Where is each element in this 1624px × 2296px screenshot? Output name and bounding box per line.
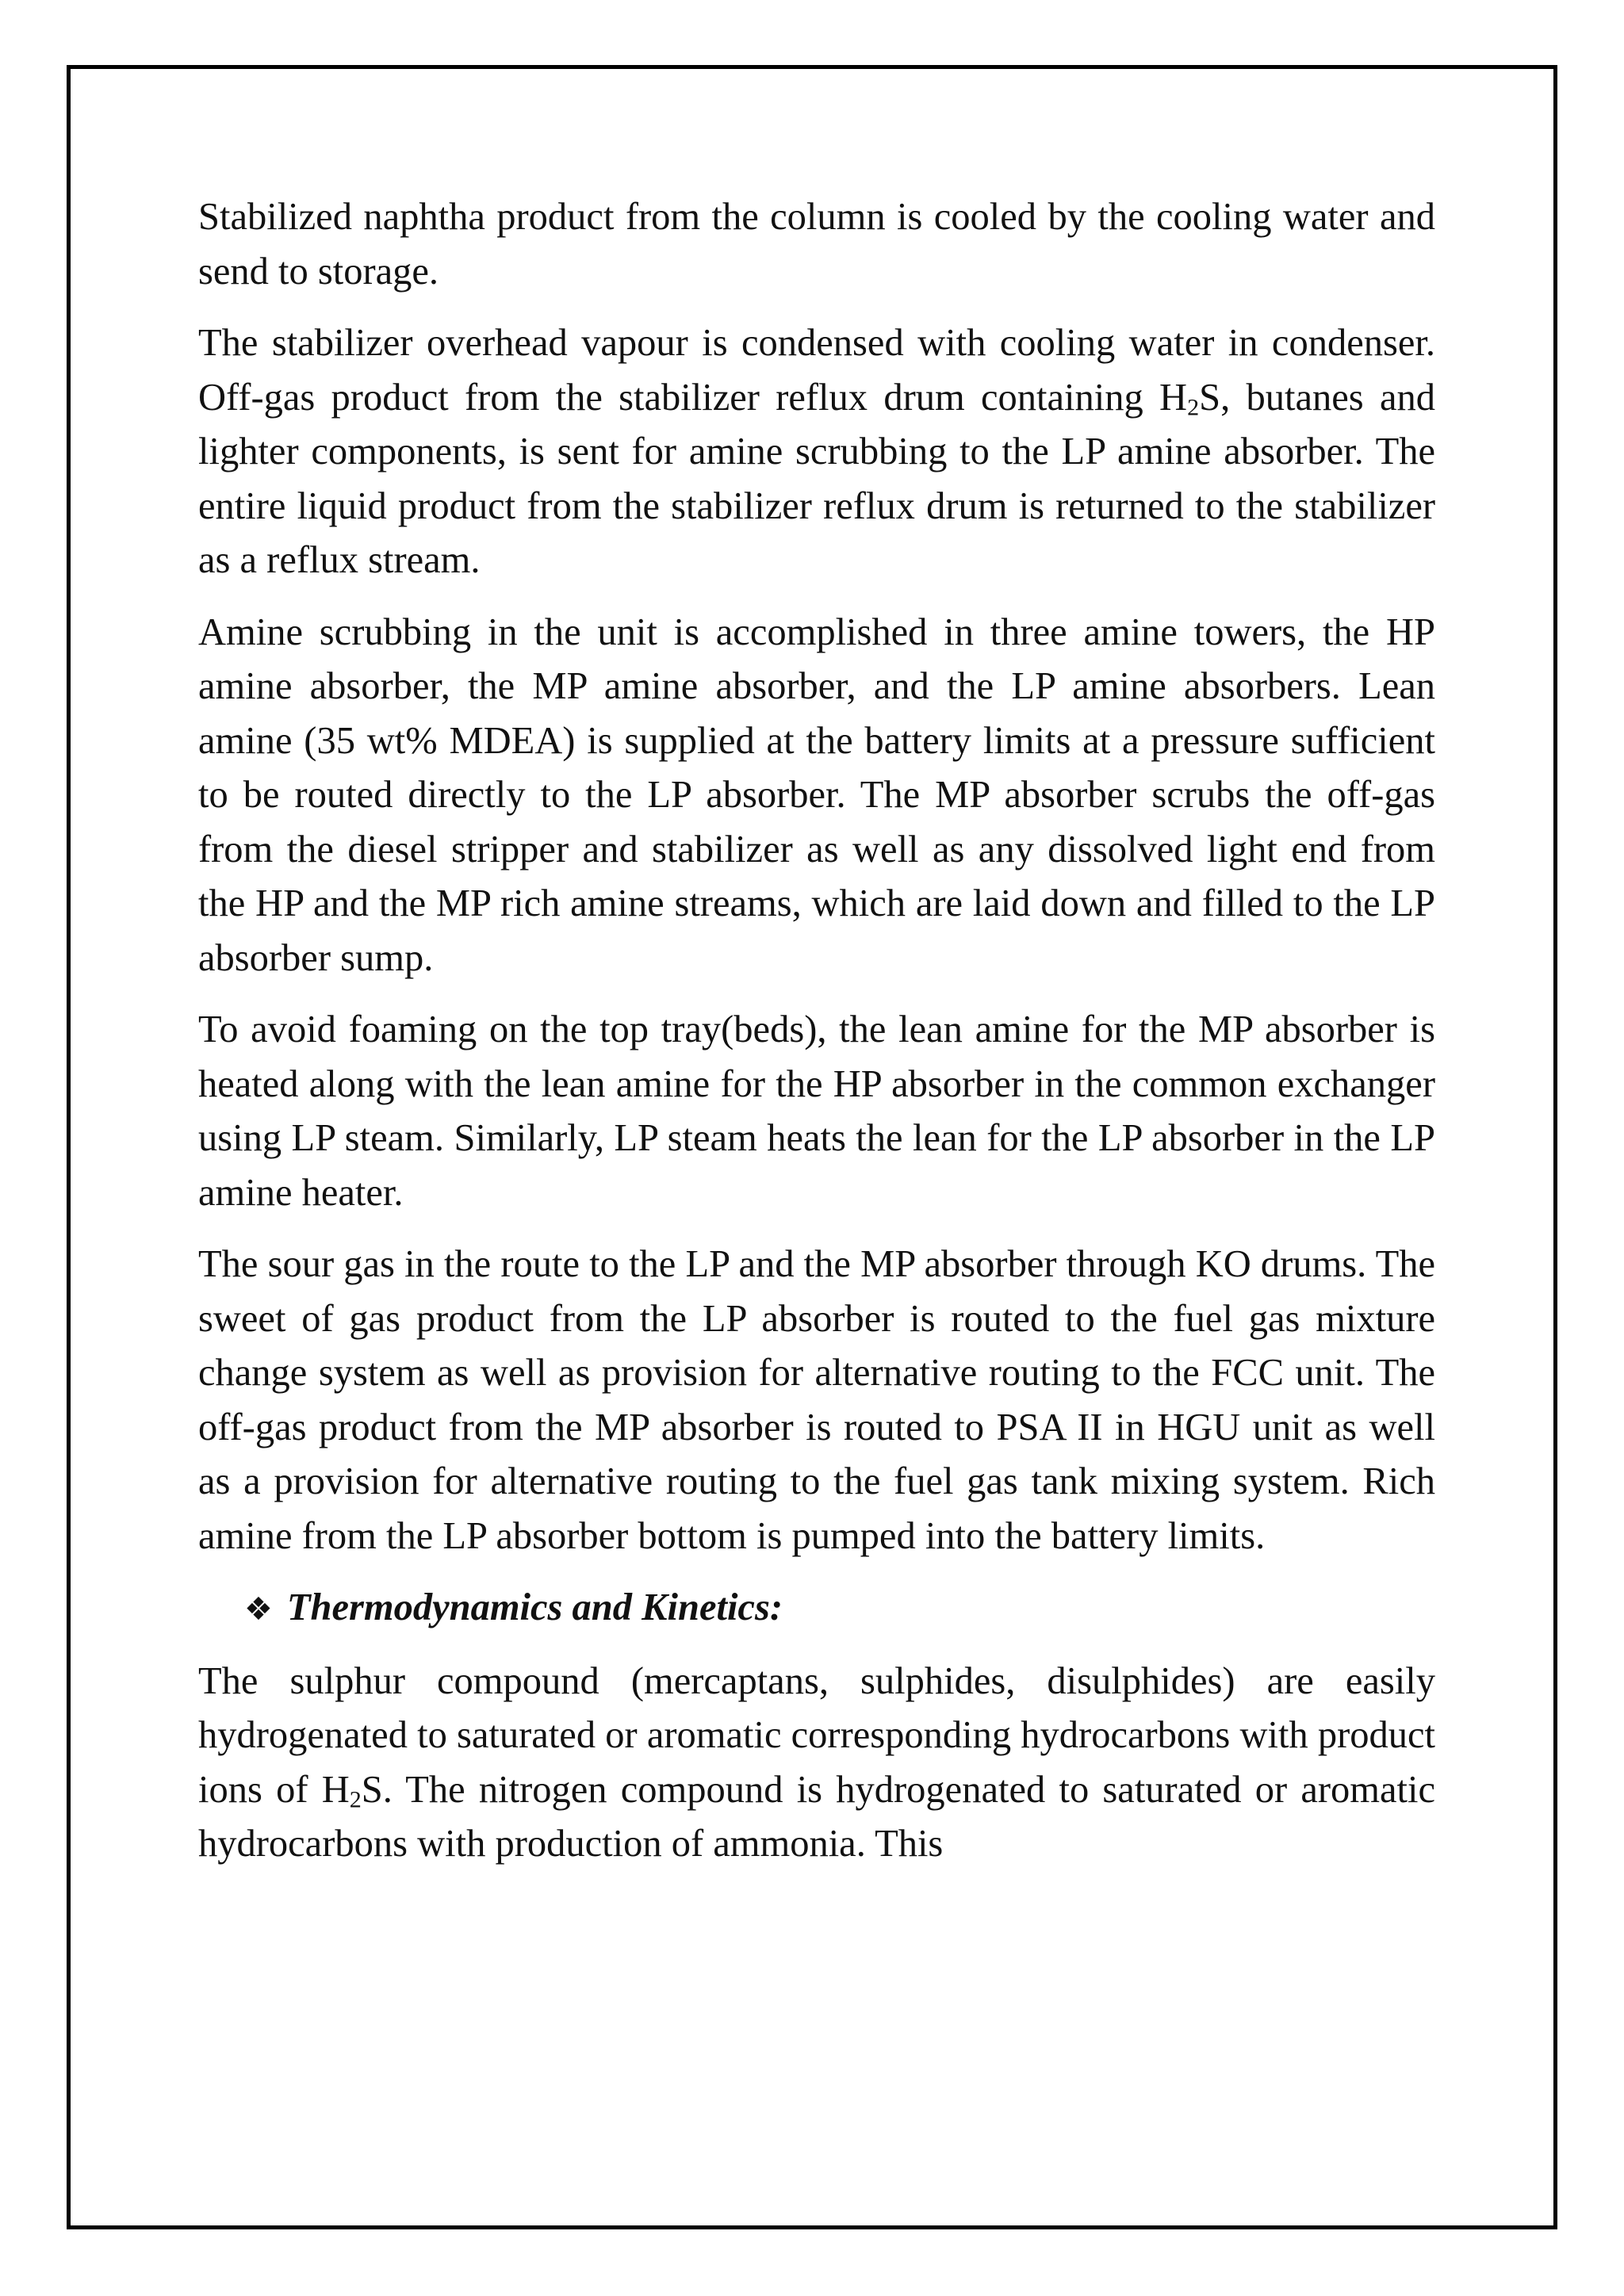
paragraph-text: The sulphur compound (mercaptans, sulphides, disulphides) are easily hydrogenated to saturated or aromatic corresponding hydrocarbons with product ions of H: [198, 1659, 1435, 1811]
paragraph-text: The sour gas in the route to the LP and the MP absorber through KO drums. The sweet of gas product from the LP absorber is routed to the fuel gas mixture change system as well as provision for alternative routing to the FCC unit. The off-gas product from the MP absorber is routed to PSA II in HGU unit as well as a provision for alternative routing to the fuel gas tank mixing system. Rich amine from the LP absorber bottom is pumped into the battery limits.: [198, 1243, 1435, 1557]
subscript-two: 2: [1187, 393, 1200, 421]
paragraph-stabilized-naphtha: [198, 190, 1435, 299]
paragraph-text: The stabilizer overhead vapour is condensed with cooling water in condenser. Off-gas product from the stabilizer reflux drum containing H: [198, 322, 1435, 419]
document-body: [198, 190, 1435, 1889]
paragraph-text: To avoid foaming on the top tray(beds), the lean amine for the MP absorber is heated along with the lean amine for the HP absorber in the common exchanger using LP steam. Similarly, LP steam heats the lean for the LP absorber in the LP amine heater.: [198, 1008, 1435, 1214]
paragraph-text: S, butanes and lighter components, is sent for amine scrubbing to the LP amine absorber. The entire liquid product from the stabilizer reflux drum is returned to the stabilizer as a reflux stream.: [198, 376, 1435, 581]
subscript-two: 2: [349, 1785, 362, 1813]
paragraph-sulphur-compound: [198, 1655, 1435, 1872]
paragraph-avoid-foaming: [198, 1003, 1435, 1220]
paragraph-text: S. The nitrogen compound is hydrogenated to saturated or aromatic hydrocarbons with production of ammonia. This: [198, 1768, 1435, 1865]
paragraph-amine-scrubbing: [198, 606, 1435, 986]
paragraph-text: Amine scrubbing in the unit is accomplished in three amine towers, the HP amine absorber, the MP amine absorber, and the LP amine absorbers. Lean amine (35 wt% MDEA) is supplied at the battery limits at a pressure sufficient to be routed directly to the LP absorber. The MP absorber scrubs the off-gas from the diesel stripper and stabilizer as well as any dissolved light end from the HP and the MP rich amine streams, which are laid down and filled to the LP absorber sump.: [198, 610, 1435, 979]
paragraph-stabilizer-overhead: [198, 316, 1435, 588]
section-heading-text: Thermodynamics and Kinetics:: [286, 1586, 783, 1628]
paragraph-text: Stabilized naphtha product from the column is cooled by the cooling water and send to storage.: [198, 196, 1435, 293]
diamond-bullet-icon: ❖: [244, 1591, 273, 1628]
paragraph-sour-gas: [198, 1238, 1435, 1563]
section-heading-thermodynamics: [198, 1581, 1435, 1637]
